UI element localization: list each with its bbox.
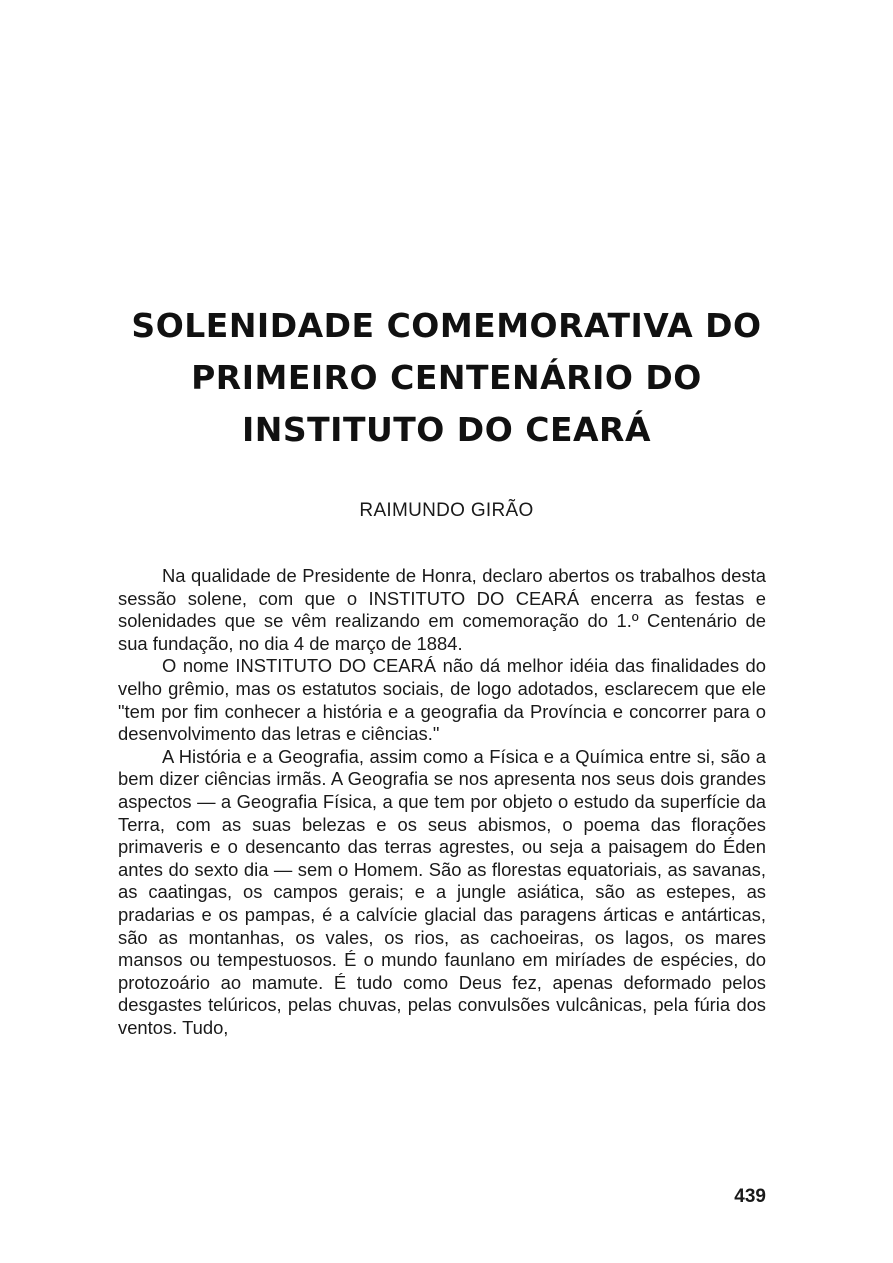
article-title [0, 300, 893, 456]
article-body [118, 565, 766, 1039]
paragraph: A História e a Geografia, assim como a Física e a Química entre si, são a bem dizer ciências irmãs. A Geografia se nos apresenta nos seus dois grandes aspectos — a Geografia Física, a que tem por objeto o estudo da superfície da Terra, com as suas belezas e os seus abismos, o poema das florações primaveris e o desencanto das terras agrestes, ou seja a paisagem do Éden antes do sexto dia — sem o Homem. São as florestas equatoriais, as savanas, as caatingas, os campos gerais; e a jungle asiática, são as estepes, as pradarias e os pampas, é a calvície glacial das paragens árticas e antárticas, são as montanhas, os vales, os rios, as cachoeiras, os lagos, os mares mansos ou tempestuosos. É o mundo faunlano em miríades de espécies, do protozoário ao mamute. É tudo como Deus fez, apenas deformado pelos desgastes telúricos, pelas chuvas, pelas convulsões vulcânicas, pela fúria dos ventos. Tudo, [118, 745, 766, 1038]
title-line-1: SOLENIDADE COMEMORATIVA DO [131, 306, 762, 345]
paragraph: O nome INSTITUTO DO CEARÁ não dá melhor idéia das finalidades do velho grêmio, mas os estatutos sociais, de logo adotados, esclarecem que ele "tem por fim conhecer a história e a geografia da Província e concorrer para o desenvolvimento das letras e ciências." [118, 655, 766, 745]
title-line-2: PRIMEIRO CENTENÁRIO DO [191, 358, 702, 397]
author-name: RAIMUNDO GIRÃO [359, 500, 534, 521]
title-line-3: INSTITUTO DO CEARÁ [242, 410, 651, 449]
paragraph: Na qualidade de Presidente de Honra, declaro abertos os trabalhos desta sessão solene, com que o INSTITUTO DO CEARÁ encerra as festas e solenidades que se vêm realizando em comemoração do 1.º Centenário de sua fundação, no dia 4 de março de 1884. [118, 565, 766, 654]
page-number: 439 [734, 1186, 766, 1207]
